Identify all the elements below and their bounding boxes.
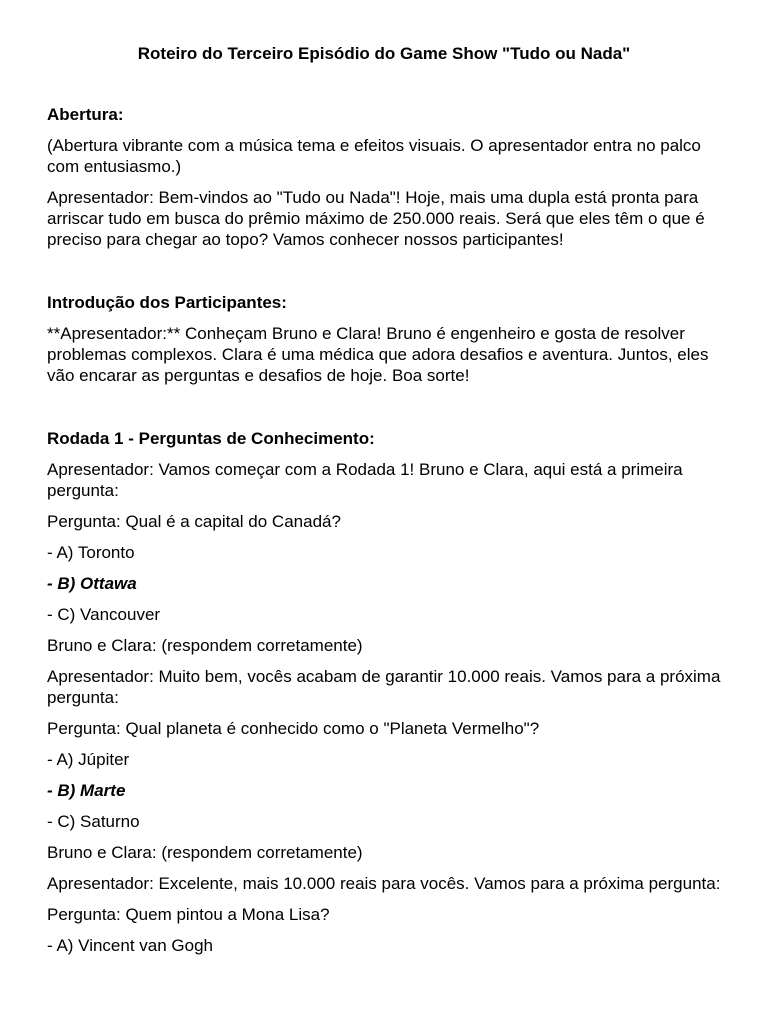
- host-line: Apresentador: Bem-vindos ao "Tudo ou Nada"! Hoje, mais uma dupla está pronta para arriscar tudo em busca do prêmio máximo de 250.000 reais. Será que eles têm o que é preciso para chegar ao topo? Vamos conhecer nossos participantes!: [47, 188, 705, 249]
- section-heading-abertura: Abertura:: [47, 105, 124, 124]
- answer-option: - C) Vancouver: [47, 605, 161, 624]
- answer-option-correct: [47, 573, 737, 594]
- answer-option: - A) Júpiter: [47, 750, 130, 769]
- section-heading-introducao: Introdução dos Participantes:: [47, 293, 287, 312]
- contestant-response: Bruno e Clara: (respondem corretamente): [47, 636, 363, 655]
- section-heading-rodada-1: Rodada 1 - Perguntas de Conhecimento:: [47, 429, 375, 448]
- contestant-response: Bruno e Clara: (respondem corretamente): [47, 843, 363, 862]
- answer-text: B) Marte: [57, 781, 126, 800]
- document-title: Roteiro do Terceiro Episódio do Game Show "Tudo ou Nada": [137, 44, 631, 63]
- answer-dash: -: [47, 781, 58, 800]
- host-line: Apresentador: Excelente, mais 10.000 reais para vocês. Vamos para a próxima pergunta:: [47, 874, 721, 893]
- question: Pergunta: Quem pintou a Mona Lisa?: [47, 905, 330, 924]
- answer-option: - A) Toronto: [47, 543, 135, 562]
- answer-option: - A) Vincent van Gogh: [47, 936, 214, 955]
- host-line: Apresentador: Vamos começar com a Rodada 1! Bruno e Clara, aqui está a primeira pergunta:: [47, 460, 683, 500]
- host-line: Apresentador: Muito bem, vocês acabam de garantir 10.000 reais. Vamos para a próxima pergunta:: [47, 667, 721, 707]
- answer-option: - C) Saturno: [47, 812, 140, 831]
- host-line: **Apresentador:** Conheçam Bruno e Clara! Bruno é engenheiro e gosta de resolver problemas complexos. Clara é uma médica que adora desafios e aventura. Juntos, eles vão encarar as perguntas e desafios de hoje. Boa sorte!: [47, 324, 709, 385]
- answer-option-correct: [47, 780, 737, 801]
- answer-text: B) Ottawa: [57, 574, 137, 593]
- question: Pergunta: Qual é a capital do Canadá?: [47, 512, 341, 531]
- answer-dash: -: [47, 574, 58, 593]
- stage-direction: (Abertura vibrante com a música tema e efeitos visuais. O apresentador entra no palco com entusiasmo.): [47, 136, 701, 176]
- question: Pergunta: Qual planeta é conhecido como o "Planeta Vermelho"?: [47, 719, 540, 738]
- document-body: [47, 104, 737, 966]
